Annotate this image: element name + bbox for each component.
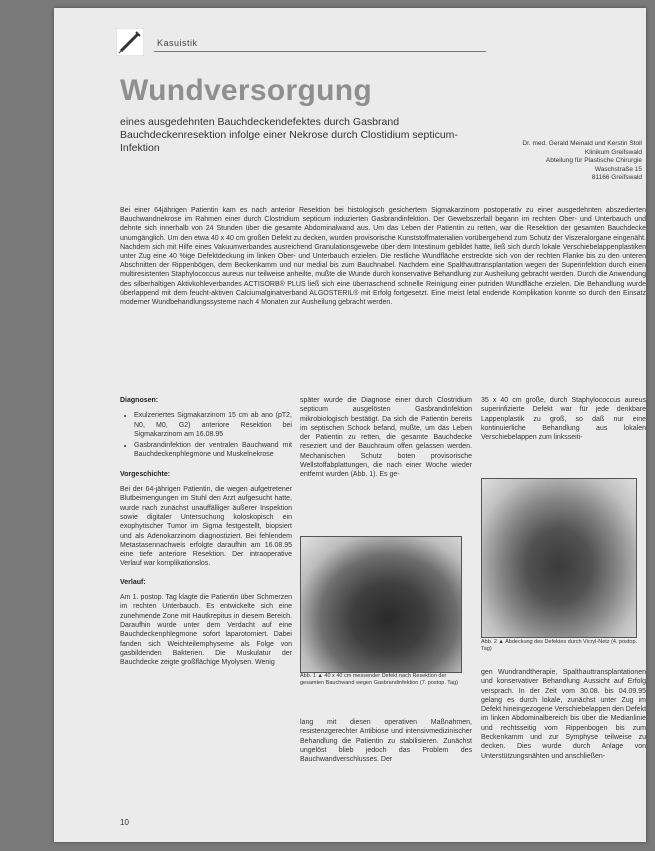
figure-2-caption: Abb. 2 ▲ Abdeckung des Defektes durch Vicryl-Netz (4. postop. Tag)	[481, 639, 638, 652]
history-heading: Vorgeschichte:	[120, 470, 171, 478]
wound-photo-1	[300, 536, 462, 673]
column-1	[120, 396, 292, 676]
author-line: Klinikum Greifswald	[584, 148, 642, 156]
syringe-logo-icon	[116, 28, 144, 56]
author-line: Abteilung für Plastische Chirurgie	[545, 157, 642, 164]
column-2-bottom-text: lang mit diesen operativen Maßnahmen, resistenzgerechter Antibiose und intensivmedizinischer Behandlung die Patientin zu stabilisieren. Zunächst ungelöst blieb jedoch das Problem des Bauchwandverschlusses. Der	[300, 719, 472, 764]
author-line: Dr. med. Gerald Meinald und Kerstin Stoll	[522, 140, 642, 147]
column-2-top-text: später wurde die Diagnose einer durch Clostridium septicum ausgelösten Gasbrandinfektion mikrobiologisch bestätigt. Da sich die Patientin bereits im septischen Schock befand, mußte, um das Leben der Patientin zu retten, die gesamte Bauchdecke reseziert und der Bauchraum offen gelassen werden. Mechanischen Schutz boten provisorische Wellstoffabplattungen, die nach einer Woche wieder entfernt wurden (Abb. 1). Es ge-	[300, 397, 472, 479]
author-line: 81166 Greifswald	[591, 174, 642, 181]
column-3-top-text: 35 x 40 cm große, durch Staphylococcus aureus superinfizierte Defekt war für jede denkbare Lappenplastik zu groß, so daß nur eine kontinuierliche Behandlung aus lokalen Verschiebelappen zum linksseiti-	[481, 397, 646, 442]
author-block	[442, 140, 642, 183]
figure-1-caption: Abb. 1 ▲ 40 x 40 cm messender Defekt nach Resektion der gesamten Bauchwand wegen Gasbrandinfektion (7. postop. Tag)	[300, 673, 458, 686]
diagnoses-heading: Diagnosen:	[120, 397, 159, 404]
document-page	[54, 8, 646, 842]
course-text: Am 1. postop. Tag klagte die Patientin über Schmerzen im rechten Unterbauch. Es entwickelte sich eine zunehmende Zone mit Hautkrepitus in diesem Bereich. Daraufhin wurde unter dem Verdacht auf eine Bauchdeckenphlegmone sofort laparotomiert. Dabei fanden sich Weichteilemphyseme als Folge von gasbildenden Bakterien. Die Muskulatur der Bauchdecke zeigte großflächige Myolysen. Wenig	[120, 594, 292, 667]
page-title: Wundversorgung	[120, 74, 372, 107]
list-item: • Exulzeriertes Sigmakarzinom 15 cm ab ano (pT2, N0, M0, G2) anteriore Resektion bei Sigmakarzinom am 16.08.95	[134, 411, 292, 439]
page-subtitle: eines ausgedehnten Bauchdeckendefektes durch Gasbrand Bauchdeckenresektion infolge einer Nekrose durch Clostidium septicum-Infektion	[120, 116, 458, 154]
abstract: Bei einer 64jährigen Patientin kam es nach anterior Resektion bei histologisch gesichertem Sigmakarzinom postoperativ zu einer ausgedehnten abszedierten Bauchwandnekrose im Rahmen einer durch Clostridium septicum induzierten Gasbrandinfektion. Der Gewebszerfall begann im rechten Ober- und Unterbauch und dehnte sich innerhalb von 24 Stunden über die gesamte Abdominalwand aus. Um das Leben der Patientin zu retten, war die Resektion der gesamten Bauchdecke unumgänglich. Um den etwa 40 x 40 cm großen Defekt zu decken, wurden provisorische Kunststoffmaterialien vorübergehend zum Schutz der Viszeralorgane eingenäht. Nachdem sich mit Hilfe eines Vakuumverbandes ausreichend Granulationsgewebe über dem Intestinum gebildet hatte, ließ sich durch lokale Verschiebelappenplastiken unter Zug eine 40 %ige Defektdeckung im linken Ober- und Unterbauch erzielen. Die restliche Wundfläche erstreckte sich von der rechten Flanke bis zu den unteren Abschnitten der Rippenbögen, dem Beckenkamm und nur medial bis zum Bauchnabel. Nachdem eine Spalthauttransplantation wegen der Superinfektion durch einen multiresistenten Staphylococcus aureus nur teilweise anheilte, mußte die Wunde durch konservative Behandlung zur Ausheilung gebracht werden. Durch die Anwendung des silberhaltigen Aktivkohleverbandes ACTISORB® PLUS ließ sich eine überraschend schnelle Reinigung einer putriden Wundfläche erzielen. Die Behandlung wurde überlappend mit dem feucht-aktiven Calciumalginatverband ALGOSTERIL® mit Erfolg fortgesetzt. Eine meist letal endende Komplikation konnte so durch den Einsatz moderner Wundbehandlungssysteme nach 4 Monaten zur Ausheilung gebracht werden.	[120, 207, 646, 307]
page-number: 10	[120, 818, 129, 827]
diagnoses-list	[120, 411, 292, 459]
author-line: Waschstraße 15	[594, 165, 642, 173]
header-rule	[154, 51, 486, 52]
list-item: • Gasbrandinfektion der ventralen Bauchwand mit Bauchdeckenphlegmone und Muskelnekrose	[134, 441, 292, 460]
course-heading: Verlauf:	[120, 578, 146, 586]
section-label: Kasuistik	[157, 38, 198, 48]
history-text: Bei der 64-jährigen Patientin, die wegen aufgetretener Blutbeimengungen im Stuhl den Arzt aufgesucht hatte, wurde nach zunächst unauffälliger äußerer Inspektion sowie digitaler Untersuchung koloskopisch ein exophytischer Tumor im Sigma festgestellt, biopsiert und als Adenokarzinom diagnostiziert. Bei fehlendem Metastasennachweis erfolgte daraufhin am 16.08.95 eine tiefe anteriore Resektion. Der intraoperative Verlauf war komplikationslos.	[120, 486, 292, 568]
wound-photo-2	[481, 478, 637, 638]
column-3-bottom-text: gen Wundrandtherapie, Spalthauttransplantationen und konservativer Behandlung Aussicht auf Erfolg versprach. In der Zeit vom 30.08. bis 04.09.95 gelang es durch lokale, zunächst unter Zug im Defekt hineingezogene Verschiebelappen den Defekt im linken Abdominalbereich bis über die Medianlinie und rechtsseitig vom Rippenbogen bis zum Beckenkamm und zur Symphyse teilweise zu decken. Dies wurde durch Anlage von Unterstützungsnähten und anschließen-	[481, 669, 646, 760]
